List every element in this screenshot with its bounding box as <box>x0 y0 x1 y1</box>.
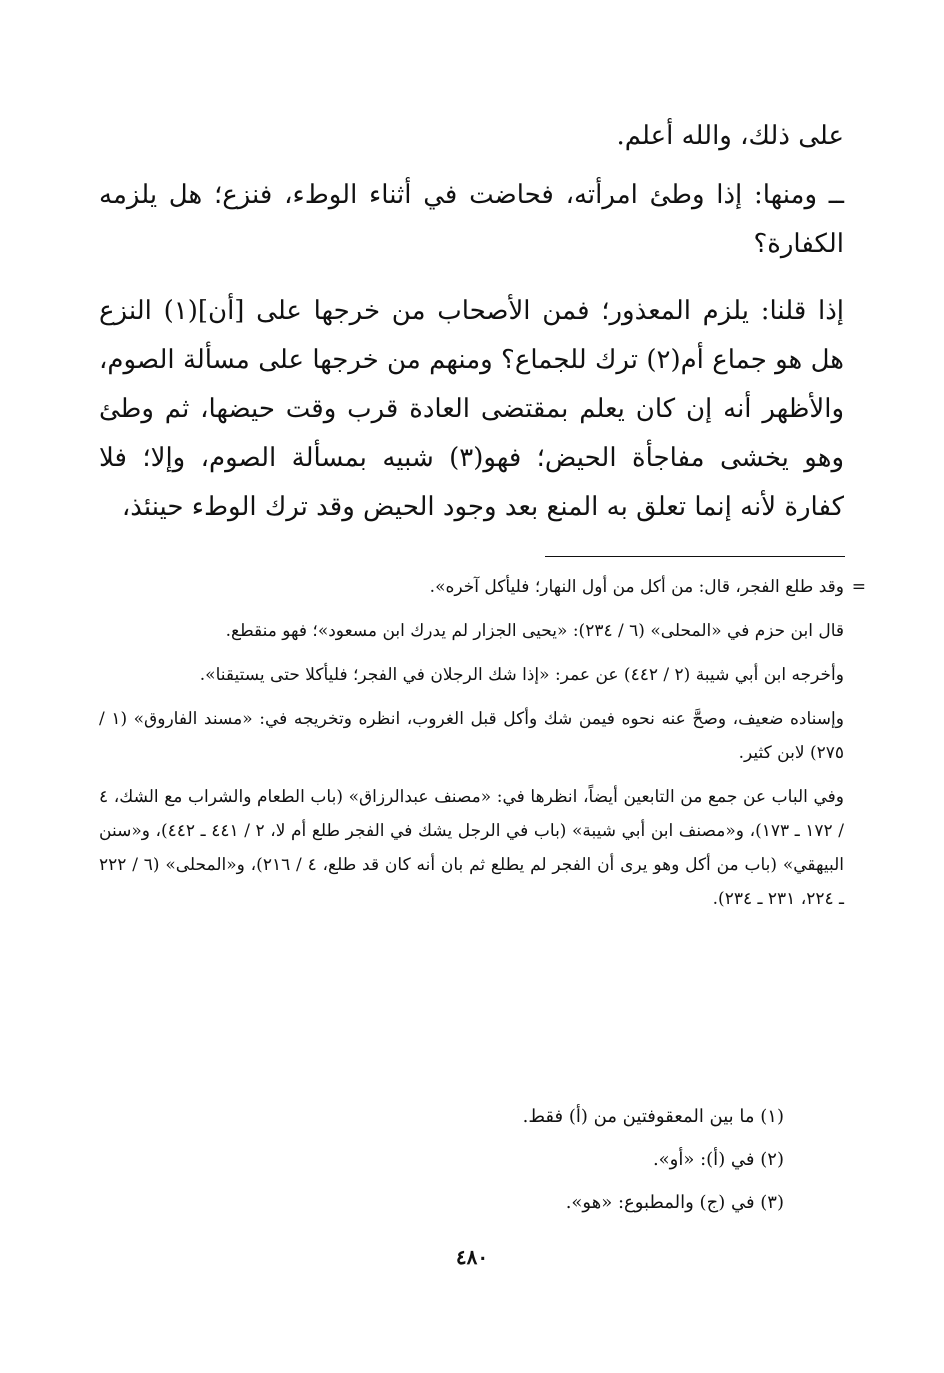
main-line-1: على ذلك، والله أعلم. <box>616 121 844 151</box>
question-paragraph: ــ ومنها: إذا وطئ امرأته، فحاضت في أثناء الوطء، فنزع؛ هل يلزمه الكفارة؟ <box>99 180 844 259</box>
footnote-separator <box>545 556 845 557</box>
footnotes-list <box>99 1095 844 1224</box>
note-paragraph-5: وفي الباب عن جمع من التابعين أيضاً، انظرها في: «مصنف عبدالرزاق» (باب الطعام والشراب مع الشك، ٤ / ١٧٢ ـ ١٧٣)، و«مصنف ابن أبي شيبة» (باب في الرجل يشك في الفجر طلع أم لا، ٢ / ٤٤١ ـ ٤٤٢)، و«سنن البيهقي» (باب من أكل وهو يرى أن الفجر لم يطلع ثم بان أنه كان قد طلع، ٤ / ٢١٦)، و«المحلى» (٦ / ٢٢٢ ـ ٢٢٤، ٢٣١ ـ ٢٣٤). <box>99 787 844 909</box>
note-paragraph-1 <box>99 570 866 604</box>
footnote-2: (٢) في (أ): «أو». <box>652 1149 784 1170</box>
answer-paragraph: إذا قلنا: يلزم المعذور؛ فمن الأصحاب من خرجها على [أن](١) النزع هل هو جماع أم(٢) ترك للجماع؟ ومنهم من خرجها على مسألة الصوم، والأظهر أنه إن كان يعلم بمقتضى العادة قرب وقت حيضها، ثم وطئ وهو يخشى مفاجأة الحيض؛ فهو(٣) شبيه بمسألة الصوم، وإلا؛ فلا كفارة لأنه إنما تعلق به المنع بعد وجود الحيض وقد ترك الوطء حينئذ، <box>99 296 844 522</box>
continuation-mark: = <box>851 577 866 597</box>
continued-footnote <box>99 570 866 926</box>
page-number: ٤٨٠ <box>455 1245 489 1269</box>
main-text <box>99 112 844 532</box>
note-paragraph-2: قال ابن حزم في «المحلى» (٦ / ٢٣٤): «يحيى الجزار لم يدرك ابن مسعود»؛ فهو منقطع. <box>225 621 844 641</box>
note-paragraph-4: وإسناده ضعيف، وصحَّ عنه نحوه فيمن شك وأكل قبل الغروب، انظره وتخريجه في: «مسند الفاروق» (١ / ٢٧٥) لابن كثير. <box>99 709 844 763</box>
footnote-3: (٣) في (ج) والمطبوع: «هو». <box>565 1192 784 1213</box>
footnote-1: (١) ما بين المعقوفتين من (أ) فقط. <box>522 1106 784 1127</box>
note-text-1: وقد طلع الفجر، قال: من أكل من أول النهار؛ فليأكل آخره». <box>429 577 844 597</box>
note-paragraph-3: وأخرجه ابن أبي شيبة (٢ / ٤٤٢) عن عمر: «إذا شك الرجلان في الفجر؛ فليأكلا حتى يستيقنا». <box>199 665 844 685</box>
